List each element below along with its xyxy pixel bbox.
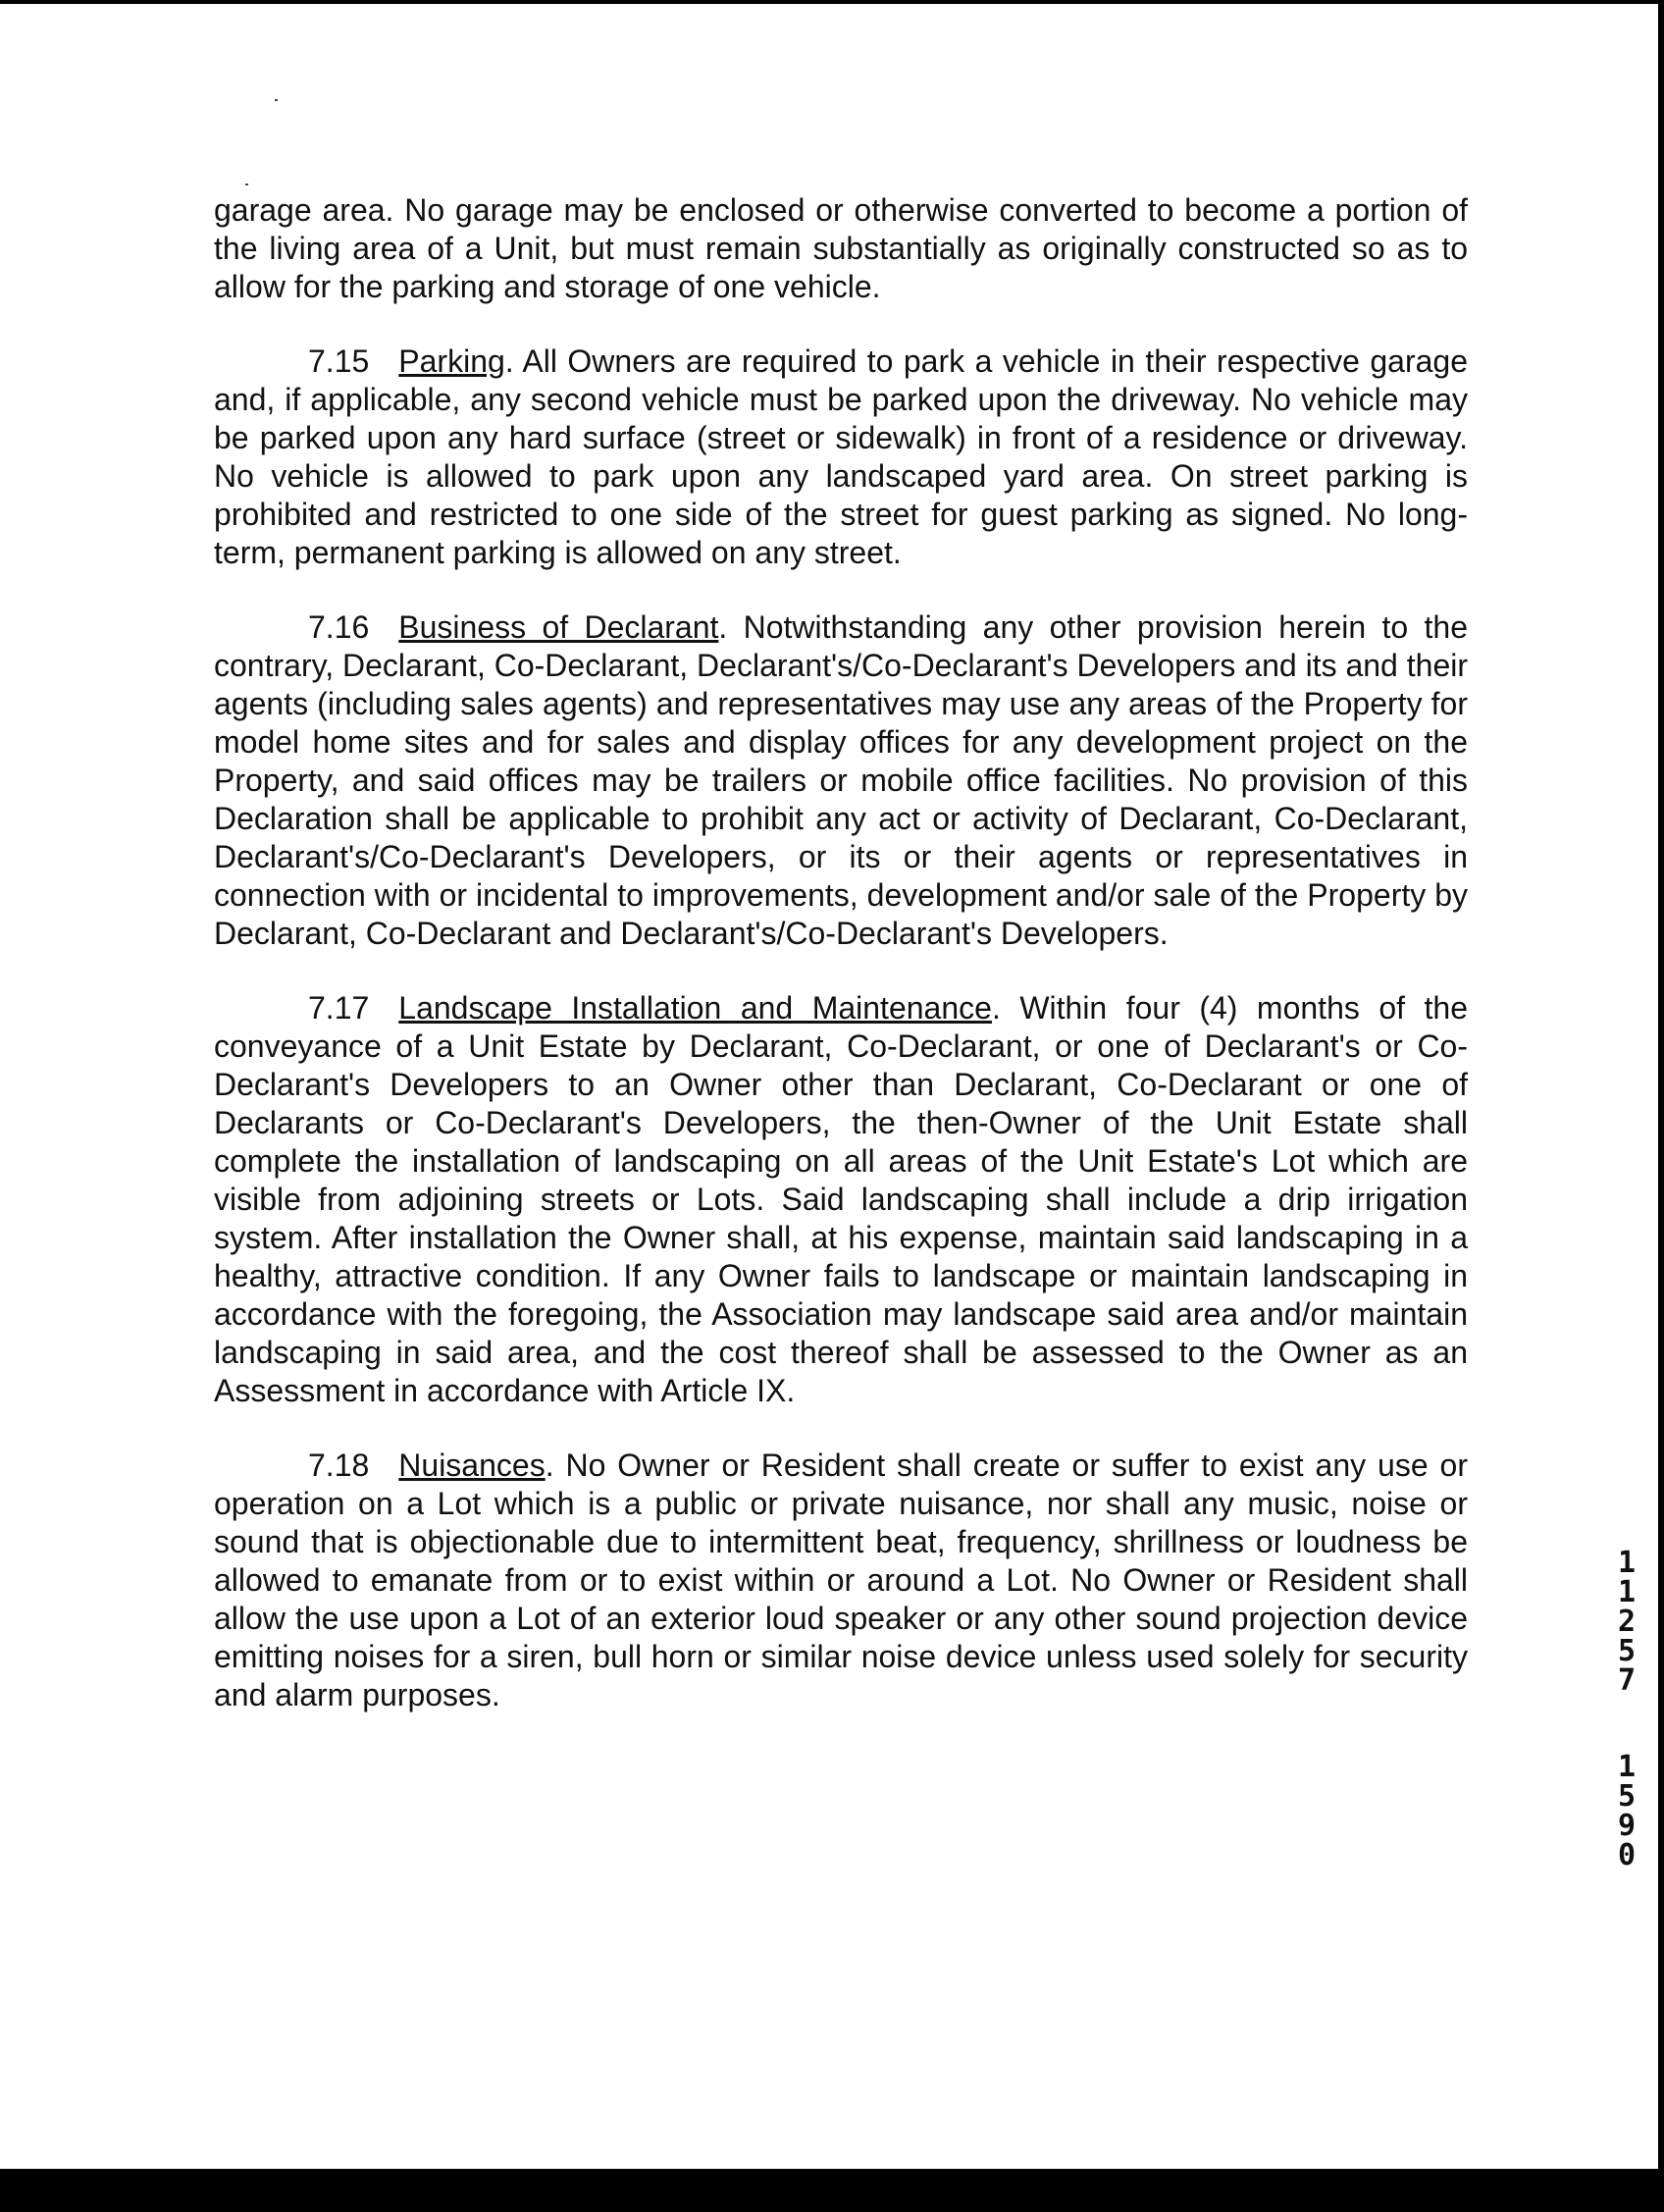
section-7-16 xyxy=(214,608,1468,953)
section-7-18 xyxy=(214,1447,1468,1714)
section-number: 7.15 xyxy=(308,343,370,379)
section-heading: Business of Declarant xyxy=(398,609,719,645)
section-heading: Parking xyxy=(398,343,505,379)
scan-speck xyxy=(245,184,248,185)
section-7-15 xyxy=(214,342,1468,572)
scan-border-bottom xyxy=(0,2169,1664,2212)
section-heading: Nuisances xyxy=(398,1448,546,1483)
section-number: 7.18 xyxy=(308,1448,370,1483)
section-heading: Landscape Installation and Maintenance xyxy=(398,990,992,1026)
intro-paragraph: garage area. No garage may be enclosed or otherwise converted to become a portion of the living area of a Unit, but must remain substantially as originally constructed so as to allow for the parking and storage of one vehicle. xyxy=(214,192,1468,304)
recording-stamp-number: 11257 xyxy=(1617,1546,1637,1698)
document-body xyxy=(214,191,1468,1751)
section-text: . Within four (4) months of the conveyance of a Unit Estate by Declarant, Co-Declarant, or one of Declarant's or Co-Declarant's Developers to an Owner other than Declarant, Co-Declarant or one of Declarants or Co-Declarant's Developers, the then-Owner of the Unit Estate shall complete the installation of landscaping on all areas of the Unit Estate's Lot which are visible from adjoining streets or Lots. Said landscaping shall include a drip irrigation system. After installation the Owner shall, at his expense, maintain said landscaping in a healthy, attractive condition. If any Owner fails to landscape or maintain landscaping in accordance with the foregoing, the Association may landscape said area and/or maintain landscaping in said area, and the cost thereof shall be assessed to the Owner as an Assessment in accordance with Article IX. xyxy=(214,990,1469,1408)
section-text: . No Owner or Resident shall create or suffer to exist any use or operation on a Lot which is a public or private nuisance, nor shall any music, noise or sound that is objectionable due to intermittent beat, frequency, shrillness or loudness be allowed to emanate from or to exist within or around a Lot. No Owner or Resident shall allow the use upon a Lot of an exterior loud speaker or any other sound projection device emitting noises for a siren, bull horn or similar noise device unless used solely for security and alarm purposes. xyxy=(214,1448,1468,1712)
section-number: 7.17 xyxy=(308,990,370,1026)
section-number: 7.16 xyxy=(308,609,370,645)
section-text: . Notwithstanding any other provision herein to the contrary, Declarant, Co-Declarant, Declarant's/Co-Declarant's Developers and its and their agents (including sales agents) and representatives may use any areas of the Property for model home sites and for sales and display offices for any development project on the Property, and said offices may be trailers or mobile office facilities. No provision of this Declaration shall be applicable to prohibit any act or activity of Declarant, Co-Declarant, Declarant's/Co-Declarant's Developers, or its or their agents or representatives in connection with or incidental to improvements, development and/or sale of the Property by Declarant, Co-Declarant and Declarant's/Co-Declarant's Developers. xyxy=(214,609,1469,951)
scan-border-top xyxy=(0,0,1664,4)
scan-speck xyxy=(275,99,278,101)
section-text: . All Owners are required to park a vehicle in their respective garage and, if applicable, any second vehicle must be parked upon the driveway. No vehicle may be parked upon any hard surface (street or sidewalk) in front of a residence or driveway. No vehicle is allowed to park upon any landscaped yard area. On street parking is prohibited and restricted to one side of the street for guest parking as signed. No long-term, permanent parking is allowed on any street. xyxy=(214,343,1468,570)
scan-border-right xyxy=(1658,0,1664,2212)
section-7-17 xyxy=(214,989,1468,1410)
recording-stamp-number: 1590 xyxy=(1617,1750,1637,1872)
